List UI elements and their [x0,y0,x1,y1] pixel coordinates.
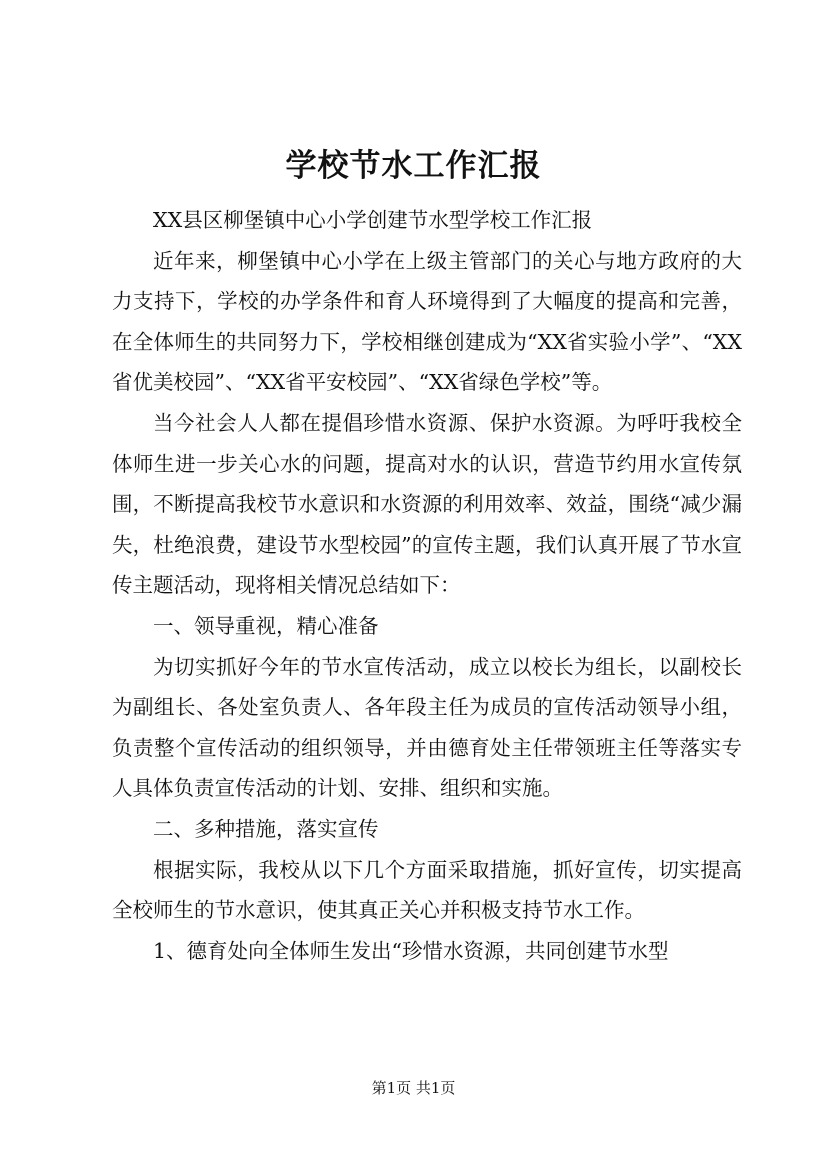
section-heading-1: 一、领导重视，精心准备 [153,613,379,638]
intro-paragraph: 近年来，柳堡镇中心小学在上级主管部门的关心与地方政府的大力支持下，学校的办学条件和育人环境得到了大幅度的提高和完善，在全体师生的共同努力下，学校相继创建成为“XX省实验小学”、“XX省优美校园”、“XX省平安校园”、“XX省绿色学校”等。 [112,248,742,395]
section-heading-2: 二、多种措施，落实宣传 [153,816,379,841]
document-title: 学校节水工作汇报 [285,148,542,184]
document-body [112,200,742,971]
list-item-1: 1、德育处向全体师生发出“珍惜水资源，共同创建节水型 [153,938,669,963]
page-footer: 第1页 共1页 [371,1079,456,1097]
background-paragraph: 当今社会人人都在提倡珍惜水资源、保护水资源。为呼吁我校全体师生进一步关心水的问题，提高对水的认识，营造节约用水宣传氛围，不断提高我校节水意识和水资源的利用效率、效益，围绕“减少漏失，杜绝浪费，建设节水型校园”的宣传主题，我们认真开展了节水宣传主题活动，现将相关情况总结如下： [112,410,742,598]
section-2-paragraph: 根据实际，我校从以下几个方面采取措施，抓好宣传，切实提高全校师生的节水意识，使其真正关心并积极支持节水工作。 [112,857,742,923]
subtitle-paragraph: XX县区柳堡镇中心小学创建节水型学校工作汇报 [153,208,593,232]
section-1-paragraph: 为切实抓好今年的节水宣传活动，成立以校长为组长，以副校长为副组长、各处室负责人、各年段主任为成员的宣传活动领导小组，负责整个宣传活动的组织领导，并由德育处主任带领班主任等落实专人具体负责宣传活动的计划、安排、组织和实施。 [112,654,742,801]
